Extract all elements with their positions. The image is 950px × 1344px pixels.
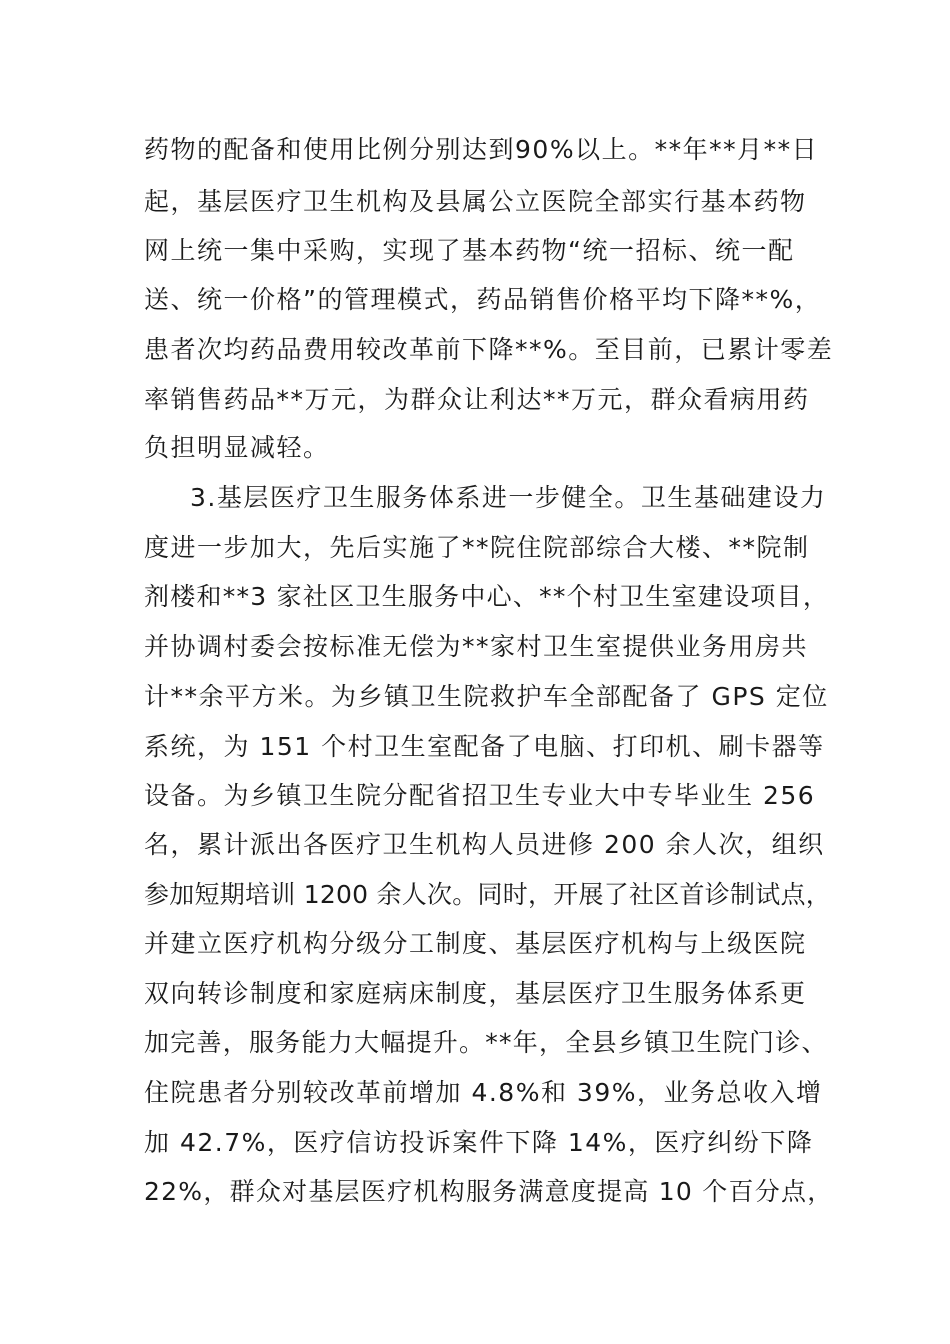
text-line: 负担明显减轻。 (144, 433, 330, 462)
text-line: 网上统一集中采购，实现了基本药物“统一招标、统一配 (144, 236, 795, 265)
text-line: 度进一步加大，先后实施了**院住院部综合大楼、**院制 (144, 533, 810, 562)
text-line: 送、统一价格”的管理模式，药品销售价格平均下降**%， (144, 285, 822, 314)
text-line: 患者次均药品费用较改革前下降**%。至目前，已累计零差 (144, 335, 834, 364)
text-line: 剂楼和**3 家社区卫生服务中心、**个村卫生室建设项目， (144, 582, 830, 611)
text-line: 住院患者分别较改革前增加 4.8%和 39%，业务总收入增 (144, 1078, 823, 1107)
text-line: 双向转诊制度和家庭病床制度，基层医疗卫生服务体系更 (144, 979, 807, 1008)
text-line: 并建立医疗机构分级分工制度、基层医疗机构与上级医院 (144, 929, 807, 958)
text-line: 并协调村委会按标准无偿为**家村卫生室提供业务用房共 (144, 632, 809, 661)
text-line: 设备。为乡镇卫生院分配省招卫生专业大中专毕业生 256 (144, 781, 816, 810)
text-line: 名，累计派出各医疗卫生机构人员进修 200 余人次，组织 (144, 830, 825, 859)
text-line: 起，基层医疗卫生机构及县属公立医院全部实行基本药物 (144, 187, 807, 216)
text-line: 参加短期培训 1200 余人次。同时，开展了社区首诊制试点， (144, 880, 832, 909)
text-line: 率销售药品**万元，为群众让利达**万元，群众看病用药 (144, 385, 810, 414)
section-heading-line: 3.基层医疗卫生服务体系进一步健全。卫生基础建设力 (190, 483, 827, 512)
text-line: 计**余平方米。为乡镇卫生院救护车全部配备了 GPS 定位 (144, 682, 829, 711)
text-line: 加完善，服务能力大幅提升。**年，全县乡镇卫生院门诊、 (144, 1028, 828, 1057)
text-line: 加 42.7%，医疗信访投诉案件下降 14%，医疗纠纷下降 (144, 1128, 814, 1157)
text-line: 系统，为 151 个村卫生室配备了电脑、打印机、刷卡器等 (144, 732, 825, 761)
text-line: 药物的配备和使用比例分别达到90%以上。**年**月**日 (144, 135, 819, 164)
text-line: 22%，群众对基层医疗机构服务满意度提高 10 个百分点， (144, 1177, 834, 1206)
